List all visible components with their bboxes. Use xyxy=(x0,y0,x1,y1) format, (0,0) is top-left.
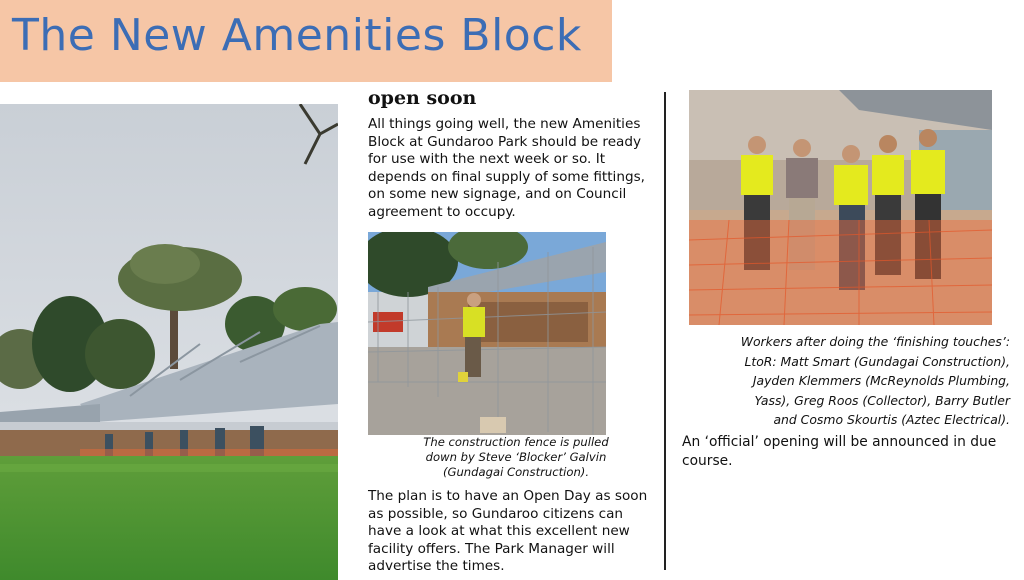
fence-photo-caption xyxy=(370,435,662,480)
caption-line: LtoR: Matt Smart (Gundagai Construction), xyxy=(744,353,1010,369)
amenities-building-photo xyxy=(0,104,338,580)
slide-title: The New Amenities Block xyxy=(12,10,582,61)
title-band xyxy=(0,0,612,82)
workers-photo xyxy=(689,90,992,325)
caption-line: Jayden Klemmers (McReynolds Plumbing, xyxy=(752,373,1010,388)
caption-line: down by Steve ‘Blocker’ Galvin xyxy=(425,450,607,464)
caption-line: Workers after doing the ‘finishing touches’: xyxy=(740,334,1010,349)
caption-line: The construction fence is pulled xyxy=(423,435,609,449)
workers-photo-caption xyxy=(690,332,1010,430)
caption-line: and Cosmo Skourtis (Aztec Electrical). xyxy=(773,412,1010,427)
article-heading: open soon xyxy=(368,87,477,109)
construction-fence-photo xyxy=(368,232,606,435)
article-paragraph-2: The plan is to have an Open Day as soon as possible, so Gundaroo citizens can have a look at what this excellent new facility offers. The Park Manager will advertise the times. xyxy=(368,488,648,574)
column-divider xyxy=(664,92,666,570)
article-paragraph-3: An ‘official’ opening will be announced in due course. xyxy=(682,434,997,469)
article-paragraph-1: All things going well, the new Amenities Block at Gundaroo Park should be ready for use with the next week or so. It depends on final supply of some fittings, on some new signage, and on Council agreement to occupy. xyxy=(368,116,645,220)
caption-line: (Gundagai Construction). xyxy=(442,465,590,479)
caption-line: Yass), Greg Roos (Collector), Barry Butler xyxy=(754,392,1010,408)
